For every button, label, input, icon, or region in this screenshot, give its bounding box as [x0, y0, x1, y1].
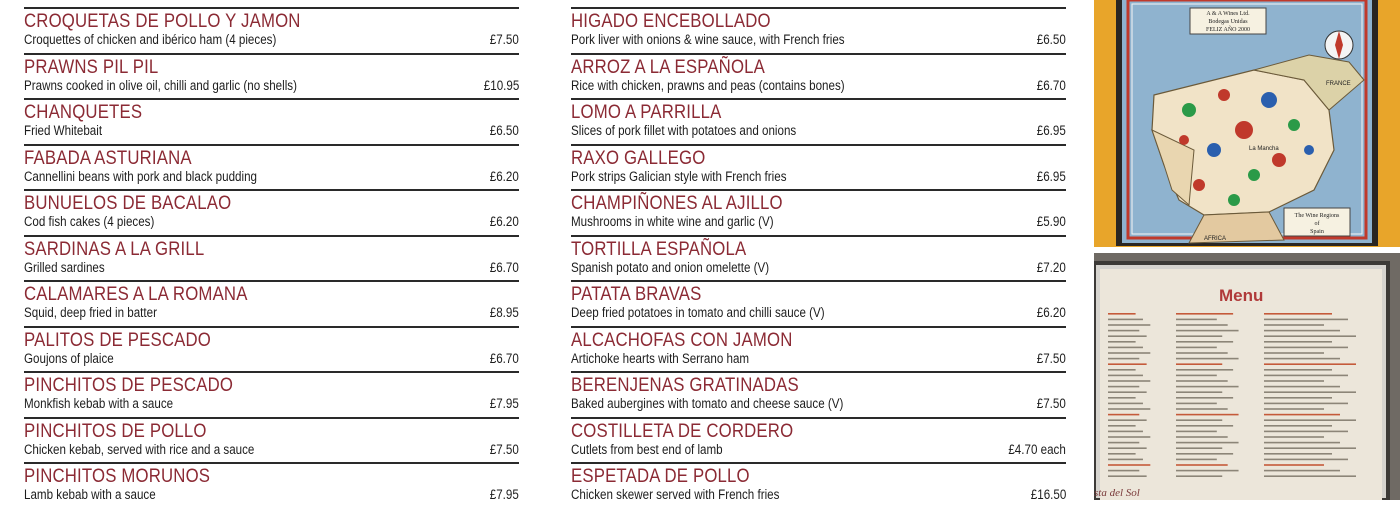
- menu-board-footer: sta del Sol: [1094, 487, 1140, 499]
- menu-item: [24, 462, 519, 508]
- menu-board-text-line: [1176, 447, 1222, 449]
- menu-board-title: Menu: [1219, 286, 1264, 305]
- menu-board-text-line: [1176, 453, 1233, 455]
- menu-board-text-line: [1264, 453, 1332, 455]
- menu-item: [24, 189, 519, 235]
- menu-board-text-line: [1176, 475, 1222, 477]
- menu-item-price: £4.70 each: [1008, 441, 1066, 457]
- menu-board-text-line: [1264, 319, 1348, 321]
- menu-item-name: PALITOS DE PESCADO: [24, 328, 212, 351]
- map-label-france: FRANCE: [1326, 81, 1351, 87]
- menu-board-text-line: [1108, 419, 1147, 421]
- menu-board-text-line: [1264, 425, 1332, 427]
- menu-item-description: Chicken skewer served with French fries: [571, 487, 780, 502]
- menu-item-description: Cod fish cakes (4 pieces): [24, 214, 155, 229]
- menu-board-text-line: [1108, 375, 1143, 377]
- menu-board-text-line: [1108, 347, 1143, 349]
- menu-board-text-line: [1108, 335, 1147, 337]
- menu-board-text-line: [1108, 470, 1139, 472]
- menu-board-text-line: [1264, 459, 1348, 461]
- menu-item: [571, 326, 1066, 372]
- menu-item-price: £8.95: [489, 305, 519, 320]
- menu-board-text-line: [1176, 408, 1228, 410]
- menu-board-text-line: [1176, 391, 1222, 393]
- wine-map-image: [1094, 0, 1400, 247]
- menu-board-text-line: [1108, 352, 1150, 354]
- menu-board-text-line: [1108, 464, 1150, 466]
- menu-board-text-line: [1264, 431, 1348, 433]
- menu-board-text-line: [1176, 375, 1217, 377]
- menu-board-text-line: [1264, 475, 1356, 477]
- menu-item-name: BERENJENAS GRATINADAS: [571, 374, 799, 396]
- menu-item-price: £7.20: [1036, 259, 1066, 275]
- menu-board-text-line: [1264, 397, 1332, 399]
- menu-board-text-line: [1264, 470, 1340, 472]
- map-label-africa: AFRICA: [1204, 236, 1227, 242]
- menu-item: [24, 7, 519, 53]
- menu-board-text-line: [1108, 341, 1136, 343]
- menu-board-text-line: [1176, 380, 1228, 382]
- menu-board-text-line: [1108, 319, 1143, 321]
- menu-item-description: Pork strips Galician style with French fries: [571, 168, 787, 184]
- menu-item: [24, 326, 519, 372]
- menu-board-text-line: [1176, 442, 1239, 444]
- menu-item-name: ESPETADA DE POLLO: [571, 465, 750, 487]
- menu-board-text-line: [1264, 369, 1332, 371]
- menu-item: [571, 98, 1066, 144]
- menu-board-text-line: [1108, 447, 1147, 449]
- menu-item-description: Baked aubergines with tomato and cheese sauce (V): [571, 396, 844, 411]
- menu-board-text-line: [1176, 403, 1217, 405]
- menu-board-text-line: [1176, 436, 1228, 438]
- menu-board-text-line: [1108, 397, 1136, 399]
- menu-board-text-line: [1108, 403, 1143, 405]
- menu-item-name: CALAMARES A LA ROMANA: [24, 283, 248, 305]
- menu-board-text-line: [1108, 391, 1147, 393]
- menu-item-description: Grilled sardines: [24, 259, 105, 275]
- menu-item-description: Mushrooms in white wine and garlic (V): [571, 214, 774, 229]
- menu-board-text-line: [1108, 431, 1143, 433]
- menu-item-name: PINCHITOS MORUNOS: [24, 465, 211, 487]
- menu-item-description: Monkfish kebab with a sauce: [24, 396, 174, 411]
- menu-item-name: PINCHITOS DE PESCADO: [24, 374, 234, 396]
- menu-board-text-line: [1176, 459, 1217, 461]
- menu-item: [571, 371, 1066, 417]
- map-header-line3: FELIZ AÑO 2000: [1206, 27, 1250, 33]
- menu-item: [571, 235, 1066, 281]
- menu-item-description: Rice with chicken, prawns and peas (contains bones): [571, 77, 845, 93]
- map-header-line2: Bodegas Unidas: [1208, 19, 1248, 25]
- menu-item-name: HIGADO ENCEBOLLADO: [571, 10, 771, 32]
- menu-item-description: Prawns cooked in olive oil, chilli and garlic (no shells): [24, 77, 297, 93]
- menu-item: [571, 144, 1066, 190]
- menu-board-text-line: [1108, 363, 1147, 365]
- menu-item-description: Spanish potato and onion omelette (V): [571, 259, 770, 275]
- menu-board-text-line: [1264, 419, 1356, 421]
- menu-item-description: Croquettes of chicken and ibérico ham (4 pieces): [24, 32, 277, 47]
- menu-item: [571, 53, 1066, 99]
- menu-item-description: Artichoke hearts with Serrano ham: [571, 350, 750, 366]
- menu-board-text-line: [1176, 431, 1217, 433]
- menu-board-text-line: [1176, 425, 1233, 427]
- menu-item-name: PATATA BRAVAS: [571, 283, 702, 305]
- menu-board-text-line: [1108, 330, 1139, 332]
- menu-board-text-line: [1176, 386, 1239, 388]
- menu-board-text-line: [1176, 414, 1239, 416]
- menu-item-price: £16.50: [1030, 487, 1066, 502]
- menu-board-text-line: [1176, 419, 1222, 421]
- menu-item: [571, 417, 1066, 463]
- menu-board-text-line: [1176, 352, 1228, 354]
- menu-item-price: £6.70: [489, 259, 519, 275]
- menu-board-text-line: [1176, 313, 1233, 315]
- wine-map-photo: [1094, 0, 1400, 247]
- menu-item-price: £6.70: [1036, 77, 1066, 93]
- menu-board-text-line: [1108, 442, 1139, 444]
- menu-item: [24, 98, 519, 144]
- menu-item-name: BUNUELOS DE BACALAO: [24, 192, 232, 214]
- menu-item-price: £6.20: [489, 168, 519, 184]
- menu-item-name: PRAWNS PIL PIL: [24, 55, 159, 78]
- menu-item: [571, 189, 1066, 235]
- menu-item-price: £6.95: [1036, 168, 1066, 184]
- menu-item: [24, 53, 519, 99]
- menu-board-image: [1094, 253, 1400, 500]
- menu-board-text-line: [1108, 436, 1150, 438]
- menu-item-price: £7.50: [1036, 350, 1066, 366]
- menu-board-photo: [1094, 253, 1400, 500]
- menu-item-price: £7.50: [489, 32, 519, 47]
- menu-board-text-line: [1264, 324, 1324, 326]
- menu-item-price: £7.95: [489, 396, 519, 411]
- menu-board-text-line: [1264, 375, 1348, 377]
- menu-item-name: CROQUETAS DE POLLO Y JAMON: [24, 10, 301, 32]
- menu-item-description: Fried Whitebait: [24, 123, 103, 138]
- menu-item-price: £6.95: [1036, 123, 1066, 138]
- menu-item: [24, 235, 519, 281]
- menu-item-name: PINCHITOS DE POLLO: [24, 419, 207, 442]
- menu-board-text-line: [1264, 363, 1356, 365]
- menu-item-description: Cannellini beans with pork and black pudding: [24, 168, 258, 184]
- menu-item-price: £5.90: [1036, 214, 1066, 229]
- menu-board-text-line: [1264, 386, 1340, 388]
- menu-item-name: CHAMPIÑONES AL AJILLO: [571, 192, 783, 214]
- map-caption-line1: The Wine Regions: [1294, 213, 1340, 219]
- menu-board-text-line: [1176, 341, 1233, 343]
- menu-board-text-line: [1264, 380, 1324, 382]
- menu-item-price: £6.50: [1036, 32, 1066, 47]
- menu-item-name: ARROZ A LA ESPAÑOLA: [571, 55, 766, 78]
- menu-board-text-line: [1108, 358, 1139, 360]
- menu-board-text-line: [1264, 358, 1340, 360]
- map-header-line1: A & A Wines Ltd.: [1206, 11, 1250, 17]
- menu-board-text-line: [1176, 330, 1239, 332]
- menu-board-text-line: [1176, 369, 1233, 371]
- menu-item: [24, 280, 519, 326]
- menu-board-text-line: [1176, 464, 1228, 466]
- menu-item-price: £6.20: [1036, 305, 1066, 320]
- menu-board-text-line: [1108, 386, 1139, 388]
- menu-item-description: Deep fried potatoes in tomato and chilli sauce (V): [571, 305, 825, 320]
- menu-item-price: £6.20: [489, 214, 519, 229]
- menu-item: [24, 144, 519, 190]
- menu-item-name: CHANQUETES: [24, 101, 143, 123]
- menu-board-text-line: [1264, 464, 1324, 466]
- menu-board-text-line: [1176, 358, 1239, 360]
- menu-board-text-line: [1264, 408, 1324, 410]
- menu-item-description: Slices of pork fillet with potatoes and onions: [571, 123, 797, 138]
- map-caption-line2: of: [1314, 221, 1320, 227]
- menu-board-text-line: [1108, 425, 1136, 427]
- menu-item-price: £6.70: [489, 350, 519, 366]
- menu-board-text-line: [1264, 341, 1332, 343]
- menu-board-text-line: [1176, 347, 1217, 349]
- menu-item: [571, 7, 1066, 53]
- menu-board-text-line: [1264, 436, 1324, 438]
- menu-item: [24, 371, 519, 417]
- menu-board-text-line: [1264, 391, 1356, 393]
- menu-board-text-line: [1176, 363, 1222, 365]
- menu-item: [571, 280, 1066, 326]
- menu-item: [571, 462, 1066, 508]
- map-label-lamancha: La Mancha: [1249, 146, 1279, 152]
- menu-board-text-line: [1176, 470, 1239, 472]
- menu-board-text-line: [1176, 324, 1228, 326]
- map-caption-line3: Spain: [1310, 229, 1324, 235]
- menu-item-description: Squid, deep fried in batter: [24, 305, 157, 320]
- menu-board-text-line: [1108, 313, 1136, 315]
- menu-item-name: SARDINAS A LA GRILL: [24, 237, 205, 260]
- menu-board-text-line: [1264, 447, 1356, 449]
- menu-board-text-line: [1108, 369, 1136, 371]
- menu-board-text-line: [1108, 453, 1136, 455]
- menu-item-description: Pork liver with onions & wine sauce, with French fries: [571, 32, 845, 47]
- menu-board-text-line: [1108, 459, 1143, 461]
- menu-item-price: £7.50: [489, 441, 519, 457]
- menu-board-text-line: [1108, 324, 1150, 326]
- menu-item-price: £7.50: [1036, 396, 1066, 411]
- menu-board-text-line: [1264, 330, 1340, 332]
- menu-item-name: TORTILLA ESPAÑOLA: [571, 237, 747, 260]
- menu-board-text-line: [1264, 352, 1324, 354]
- menu-item-description: Cutlets from best end of lamb: [571, 441, 723, 457]
- menu-item-price: £7.95: [489, 487, 519, 502]
- menu-item-name: FABADA ASTURIANA: [24, 146, 192, 169]
- menu-item-price: £10.95: [483, 77, 519, 93]
- menu-item-description: Lamb kebab with a sauce: [24, 487, 156, 502]
- menu-board-text-line: [1108, 380, 1150, 382]
- menu-board-text-line: [1264, 403, 1348, 405]
- menu-board-text-line: [1264, 335, 1356, 337]
- menu-item-description: Chicken kebab, served with rice and a sauce: [24, 441, 255, 457]
- menu-board-text-line: [1176, 397, 1233, 399]
- menu-board-text-line: [1264, 347, 1348, 349]
- menu-item-price: £6.50: [489, 123, 519, 138]
- menu-item-name: COSTILLETA DE CORDERO: [571, 419, 794, 442]
- menu-item-name: ALCACHOFAS CON JAMON: [571, 328, 793, 351]
- menu-item-name: RAXO GALLEGO: [571, 146, 706, 169]
- menu-item-description: Goujons of plaice: [24, 350, 114, 366]
- menu-item-name: LOMO A PARRILLA: [571, 101, 722, 123]
- menu-board-text-line: [1108, 475, 1147, 477]
- menu-board-text-line: [1264, 442, 1340, 444]
- menu-board-text-line: [1108, 414, 1139, 416]
- menu-board-text-line: [1108, 408, 1150, 410]
- menu-item: [24, 417, 519, 463]
- menu-board-text-line: [1176, 319, 1217, 321]
- menu-board-text-line: [1264, 313, 1332, 315]
- menu-board-text-line: [1176, 335, 1222, 337]
- menu-board-text-line: [1264, 414, 1340, 416]
